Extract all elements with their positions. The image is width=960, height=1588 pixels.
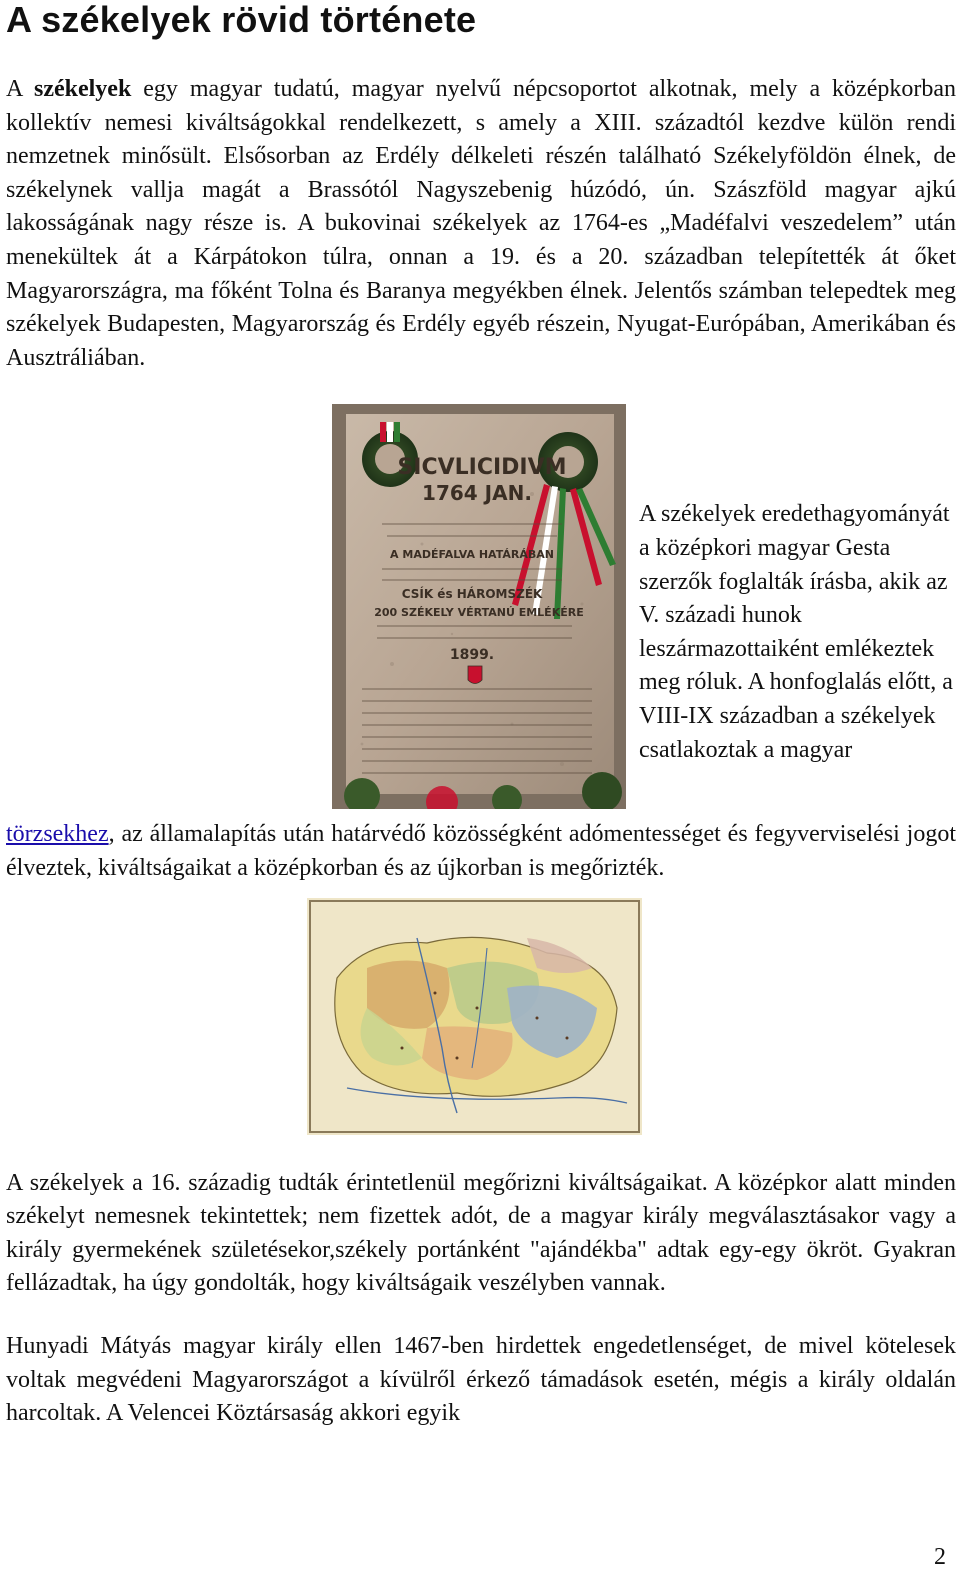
inscription-line2: 1764 JAN.	[422, 481, 532, 506]
inscription-year: 1899.	[449, 647, 495, 664]
monument-photo	[332, 404, 626, 809]
intro-rest: egy magyar tudatú, magyar nyelvű népcsoportot alkotnak, mely a középkorban kollektív nemesi kiváltságokkal rendelkezett, s amely a XIII. századtól kezdve külön rendi nemzetnek minősült. Elsősorban az Erdély délkeleti részén található Székelyföldön élnek, de székelynek vallja magát a Brassótól Nagyszebenig húzódó, ún. Szászföld magyar ajkú lakosságának nagy része is. A bukovinai székelyek az 1764-es „Madéfalvi veszedelem” után menekültek át a Kárpátokon túlra, onnan a 19. és a 20. században telepítették át őket Magyarországra, ma főként Tolna és Baranya megyékben élnek. Jelentős számban telepedtek meg székelyek Budapesten, Magyarország és Erdély egyéb részein, Nyugat-Európában, Amerikában és Ausztráliában.	[6, 76, 957, 371]
origin-after-link: , az államalapítás után határvédő közösségként adómentességet és fegyverviselési jogot élveztek, kiváltságaikat a középkorban és az újkorban is megőrizték.	[6, 821, 956, 881]
document-page	[6, 0, 956, 1431]
historical-map	[307, 898, 642, 1135]
page-number: 2	[934, 1544, 946, 1570]
paragraph-privileges: A székelyek a 16. századig tudták érintetlenül megőrizni kiváltságaikat. A középkor alatt minden székelyt nemesnek tekintettek; nem fizettek adót, de a magyar király megválasztásakor vagy a király gyermekének születésekor,székely portánként "ajándékba" adtak egy-egy ökröt. Gyakran fellázadtak, ha úgy gondolták, hogy kiváltságaik veszélyben vannak.	[6, 1169, 956, 1297]
inscription-line3: A MADÉFALVA HATÁRÁBAN	[390, 548, 554, 562]
side-text-origin: A székelyek eredethagyományát a középkori magyar Gesta szerzők foglalták írásba, akik az V. századi hunok leszármazottaiként emlékeztek meg róluk. A honfoglalás előtt, a VIII-IX században a székelyek csatlakoztak a magyar	[639, 501, 953, 763]
inscription-line5: 200 SZÉKELY VÉRTANÚ EMLÉKÉRE	[374, 606, 584, 620]
figure-block	[6, 404, 956, 818]
intro-bold-word: székelyek	[33, 76, 132, 102]
page-title: A székelyek rövid története	[6, 0, 477, 40]
intro-lead: A	[6, 76, 34, 102]
inscription-line1: SICVLICIDIVM	[397, 455, 567, 481]
paragraph-origin-continued	[6, 818, 956, 885]
inscription-line4: CSÍK és HÁROMSZÉK	[401, 587, 543, 602]
torzsekhez-link[interactable]: törzsekhez	[6, 821, 109, 848]
paragraph-hunyadi: Hunyadi Mátyás magyar király ellen 1467-ben hirdettek engedetlenséget, de mivel kötelesek voltak megvédeni Magyarországot a kívülről érkező támadások esetén, mégis a király oldalán harcoltak. A Velencei Köztársaság akkori egyik	[6, 1332, 956, 1427]
paragraph-intro	[6, 73, 956, 375]
